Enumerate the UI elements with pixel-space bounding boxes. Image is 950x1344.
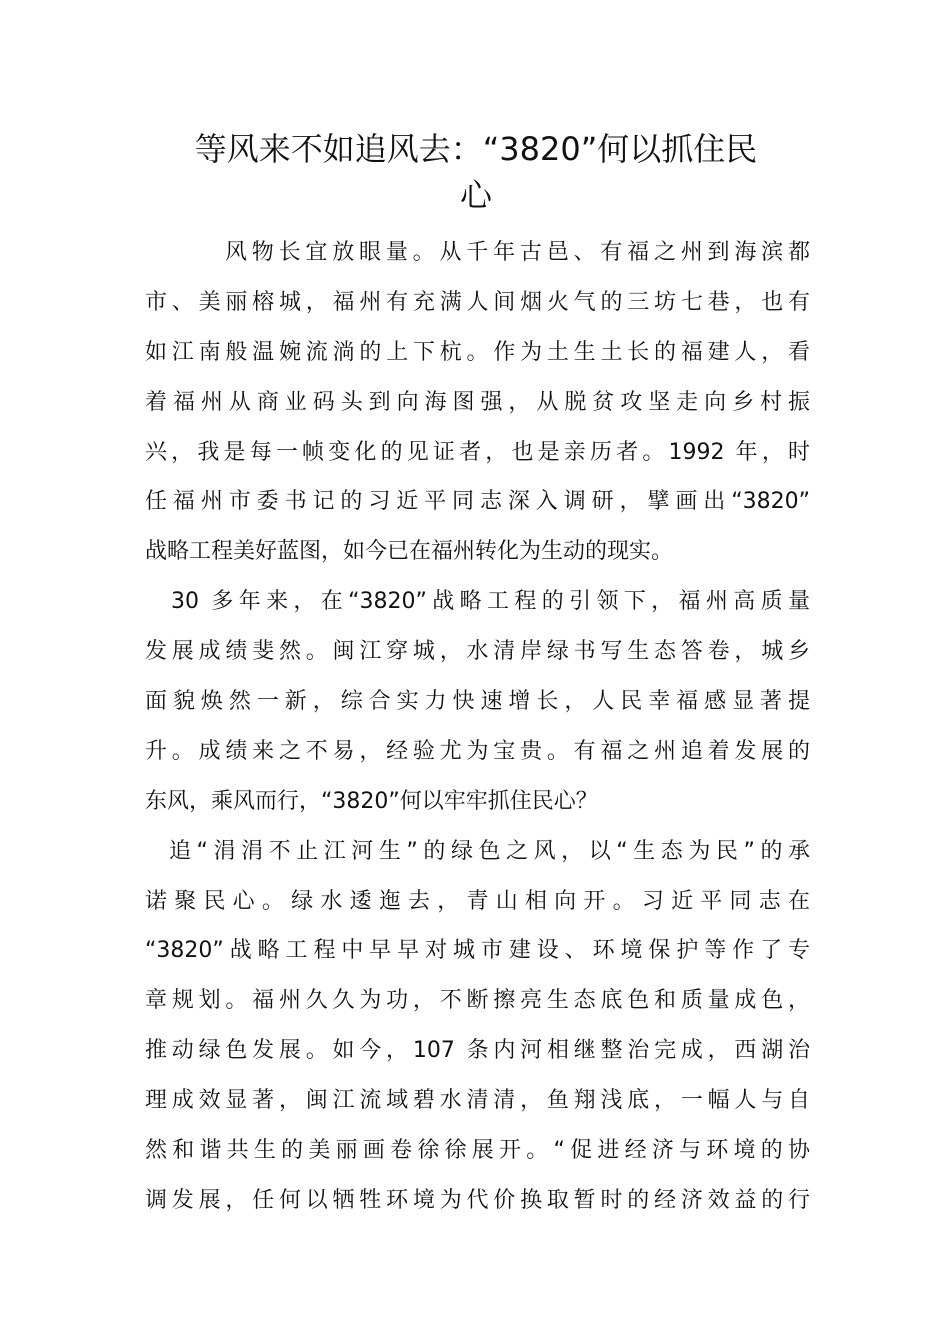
paragraph-line: 30 多年来，在“3820”战略工程的引领下，福州高质量 bbox=[171, 589, 810, 615]
paragraph-line: 战略工程美好蓝图，如今已在福州转化为生动的现实。 bbox=[145, 539, 674, 565]
paragraph-line: 东风，乘风而行，“3820”何以牢牢抓住民心？ bbox=[145, 788, 598, 814]
paragraph-line: 然和谐共生的美丽画卷徐徐展开。“促进经济与环境的协 bbox=[145, 1138, 810, 1164]
paragraph-line: 理成效显著，闽江流域碧水清清，鱼翔浅底，一幅人与自 bbox=[145, 1088, 810, 1114]
paragraph-line: 如江南般温婉流淌的上下杭。作为土生土长的福建人，看 bbox=[145, 339, 810, 365]
title-line: 心 bbox=[459, 176, 492, 214]
page-title bbox=[145, 126, 807, 218]
paragraph bbox=[145, 827, 810, 1226]
paragraph-line: 任福州市委书记的习近平同志深入调研，擘画出“3820” bbox=[145, 489, 810, 515]
paragraph-line: 诺聚民心。绿水逶迤去，青山相向开。习近平同志在 bbox=[145, 888, 810, 914]
paragraph-line: 调发展，任何以牺牲环境为代价换取暂时的经济效益的行 bbox=[145, 1187, 810, 1213]
paragraph-line: 风物长宜放眼量。从千年古邑、有福之州到海滨都 bbox=[225, 240, 810, 265]
paragraph-line: 兴，我是每一帧变化的见证者，也是亲历者。1992 年，时 bbox=[145, 439, 810, 465]
paragraph-line: 市、美丽榕城，福州有充满人间烟火气的三坊七巷，也有 bbox=[145, 289, 810, 315]
paragraph-line: 推动绿色发展。如今，107 条内河相继整治完成，西湖治 bbox=[145, 1038, 810, 1064]
article-body bbox=[145, 228, 810, 1226]
title-line: 等风来不如追风去：“3820”何以抓住民 bbox=[194, 130, 758, 168]
paragraph-line: 面貌焕然一新，综合实力快速增长，人民幸福感显著提 bbox=[145, 689, 810, 715]
paragraph bbox=[145, 577, 810, 826]
paragraph-line: 追“涓涓不止江河生”的绿色之风，以“生态为民”的承 bbox=[169, 838, 810, 864]
paragraph-line: 发展成绩斐然。闽江穿城，水清岸绿书写生态答卷，城乡 bbox=[145, 639, 810, 665]
paragraph-line: “3820”战略工程中早早对城市建设、环境保护等作了专 bbox=[145, 938, 810, 964]
paragraph-line: 章规划。福州久久为功，不断擦亮生态底色和质量成色， bbox=[145, 988, 810, 1014]
paragraph-line: 升。成绩来之不易，经验尤为宝贵。有福之州追着发展的 bbox=[145, 738, 810, 764]
paragraph bbox=[145, 228, 810, 577]
paragraph-line: 着福州从商业码头到向海图强，从脱贫攻坚走向乡村振 bbox=[145, 389, 810, 415]
